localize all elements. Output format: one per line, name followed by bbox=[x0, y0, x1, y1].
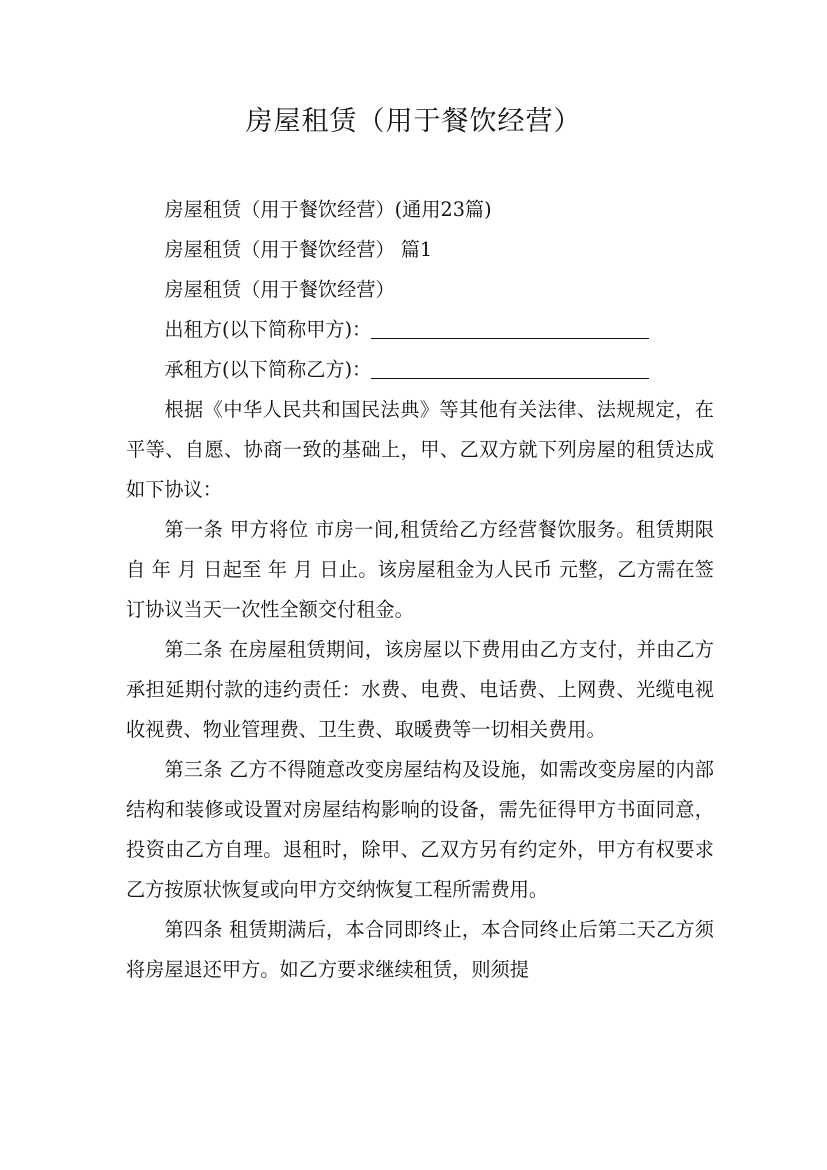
lessee-label: 承租方(以下简称乙方)： bbox=[164, 358, 372, 381]
heading-line-chapter: 房屋租赁（用于餐饮经营） 篇1 bbox=[164, 238, 433, 261]
lessor-label: 出租方(以下简称甲方)： bbox=[164, 318, 372, 341]
heading-line-subtitle: 房屋租赁（用于餐饮经营） bbox=[164, 278, 395, 301]
paragraph-article-2: 第二条 在房屋租赁期间，该房屋以下费用由乙方支付，并由乙方承担延期付款的违约责任：水费、电费、电话费、上网费、光缆电视收视费、物业管理费、卫生费、取暖费等一切相关费用。 bbox=[126, 638, 714, 741]
paragraph-preamble: 根据《中华人民共和国民法典》等其他有关法律、法规规定，在平等、自愿、协商一致的基础上，甲、乙双方就下列房屋的租赁达成如下协议： bbox=[126, 398, 714, 501]
lessor-line bbox=[126, 310, 714, 350]
paragraph-article-1: 第一条 甲方将位 市房一间,租赁给乙方经营餐饮服务。租赁期限自 年 月 日起至 年 月 日止。该房屋租金为人民币 元整，乙方需在签订协议当天一次性全额交付租金。 bbox=[126, 518, 714, 621]
document-title: 房屋租赁（用于餐饮经营） bbox=[245, 106, 582, 137]
lessor-blank bbox=[371, 319, 649, 339]
heading-line-collection: 房屋租赁（用于餐饮经营）(通用23篇) bbox=[164, 198, 492, 221]
paragraph-article-4: 第四条 租赁期满后，本合同即终止，本合同终止后第二天乙方须将房屋退还甲方。如乙方要求继续租赁，则须提 bbox=[126, 918, 714, 981]
paragraph-article-3: 第三条 乙方不得随意改变房屋结构及设施，如需改变房屋的内部结构和装修或设置对房屋结构影响的设备，需先征得甲方书面同意，投资由乙方自理。退租时，除甲、乙双方另有约定外，甲方有权要求乙方按原状恢复或向甲方交纳恢复工程所需费用。 bbox=[126, 758, 714, 901]
document-body bbox=[126, 190, 714, 990]
lessee-line bbox=[126, 350, 714, 390]
lessee-blank bbox=[371, 359, 649, 379]
